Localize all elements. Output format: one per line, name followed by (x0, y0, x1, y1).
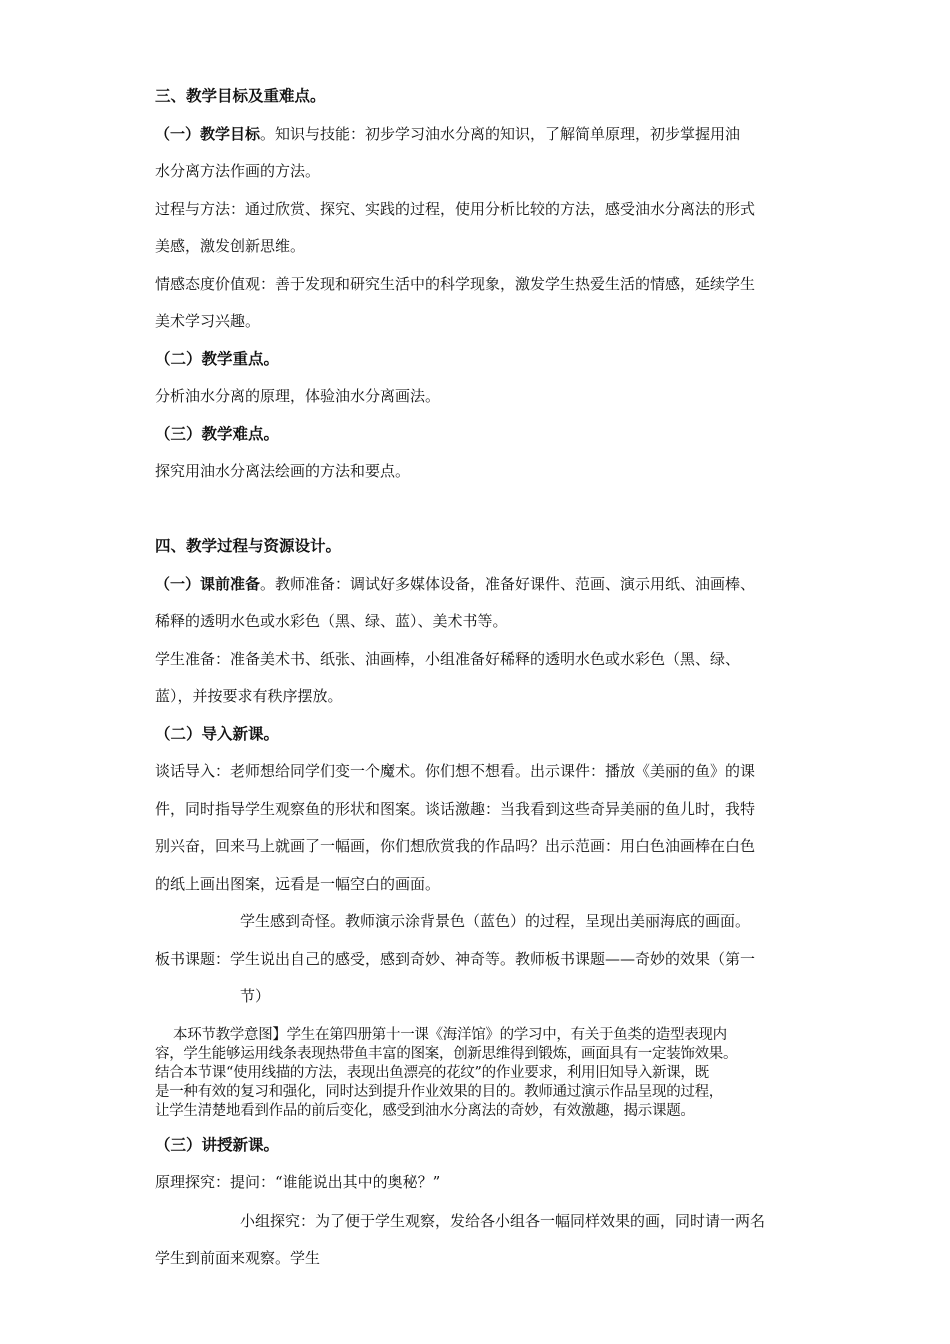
introduction-heading: （二）导入新课。 (155, 725, 280, 743)
section-3-heading: 三、教学目标及重难点。 (155, 87, 326, 105)
process-method-line-1: 过程与方法：通过欣赏、探究、实践的过程，使用分析比较的方法，感受油水分离法的形式 (155, 200, 756, 218)
section-4-heading: 四、教学过程与资源设计。 (155, 537, 342, 555)
preparation-heading: （一）课前准备 (155, 575, 261, 593)
student-preparation-line-1: 学生准备：准备美术书、纸张、油画棒，小组准备好稀释的透明水色或水彩色（黑、绿、 (155, 650, 741, 668)
surprise-paragraph: 学生感到奇怪。教师演示涂背景色（蓝色）的过程，呈现出美丽海底的画面。 (240, 912, 751, 930)
objectives-line-1: （一）教学目标。知识与技能：初步学习油水分离的知识，了解简单原理，初步掌握用油 (155, 125, 741, 143)
intent-line-4: 是一种有效的复习和强化，同时达到提升作业效果的目的。教师通过演示作品呈现的过程， (155, 1084, 723, 1100)
objectives-line-2: 水分离方法作画的方法。 (155, 162, 321, 180)
new-lesson-heading: （三）讲授新课。 (155, 1136, 280, 1154)
intent-line-5: 让学生清楚地看到作品的前后变化，感受到油水分离法的奇妙，有效激趣，揭示课题。 (155, 1103, 695, 1119)
emotion-values-line-2: 美术学习兴趣。 (155, 312, 261, 330)
key-points-text: 分析油水分离的原理，体验油水分离画法。 (155, 387, 441, 405)
preparation-line-2: 稀释的透明水色或水彩色（黑、绿、蓝）、美术书等。 (155, 612, 508, 630)
board-title-line-1: 板书课题：学生说出自己的感受，感到奇妙、神奇等。教师板书课题——奇妙的效果（第一 (155, 950, 756, 968)
talk-intro-line-1: 谈话导入：老师想给同学们变一个魔术。你们想不想看。出示课件：播放《美丽的鱼》的课 (155, 762, 756, 780)
key-points-heading: （二）教学重点。 (155, 350, 280, 368)
principle-inquiry: 原理探究：提问：“谁能说出其中的奥秘？” (155, 1173, 441, 1191)
board-title-line-2: 节） (240, 987, 271, 1005)
intent-line-2: 容，学生能够运用线条表现热带鱼丰富的图案，创新思维得到锻炼，画面具有一定装饰效果。 (155, 1046, 738, 1062)
talk-intro-line-3: 别兴奋，回来马上就画了一幅画，你们想欣赏我的作品吗？出示范画：用白色油画棒在白色 (155, 837, 756, 855)
group-inquiry-line-1: 小组探究：为了便于学生观察，发给各小组各一幅同样效果的画，同时请一两名 (240, 1212, 766, 1230)
intent-line-3: 结合本节课“使用线描的方法，表现出鱼漂亮的花纹”的作业要求，利用旧知导入新课，既 (155, 1065, 709, 1081)
student-preparation-line-2: 蓝），并按要求有秩序摆放。 (155, 687, 343, 705)
intent-line-1: 本环节教学意图】学生在第四册第十一课《海洋馆》的学习中，有关于鱼类的造型表现内 (173, 1027, 727, 1043)
process-method-line-2: 美感，激发创新思维。 (155, 237, 306, 255)
objectives-heading: （一）教学目标 (155, 125, 261, 143)
talk-intro-line-4: 的纸上画出图案，远看是一幅空白的画面。 (155, 875, 441, 893)
preparation-line-1: （一）课前准备。教师准备：调试好多媒体设备，准备好课件、范画、演示用纸、油画棒、 (155, 575, 756, 593)
difficulties-heading: （三）教学难点。 (155, 425, 280, 443)
emotion-values-line-1: 情感态度价值观：善于发现和研究生活中的科学现象，激发学生热爱生活的情感，延续学生 (155, 275, 756, 293)
difficulties-text: 探究用油水分离法绘画的方法和要点。 (155, 462, 411, 480)
group-inquiry-line-2: 学生到前面来观察。学生 (155, 1249, 321, 1267)
talk-intro-line-2: 件，同时指导学生观察鱼的形状和图案。谈话激趣：当我看到这些奇异美丽的鱼儿时，我特 (155, 800, 756, 818)
